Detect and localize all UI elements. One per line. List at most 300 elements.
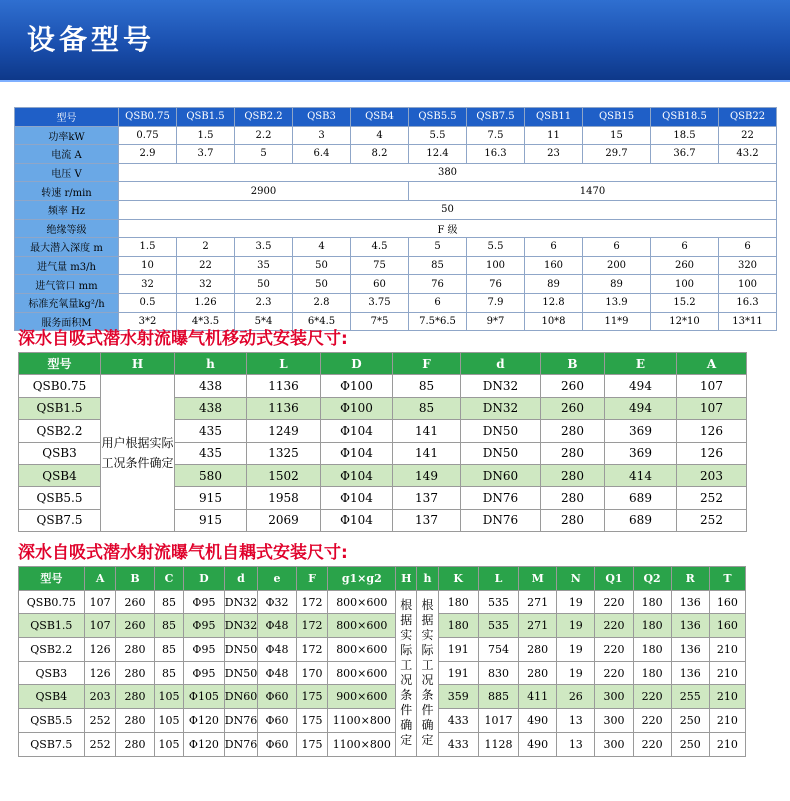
spec-cell: 43.2: [719, 145, 777, 164]
coupling-cell: 280: [519, 661, 557, 685]
mobile-cell: Φ104: [321, 509, 393, 531]
coupling-cell: 85: [154, 638, 184, 662]
spec-row-air_volume: [15, 256, 777, 275]
coupling-cell: 85: [154, 661, 184, 685]
coupling-cell: 105: [154, 685, 184, 709]
spec-cell: 4: [293, 238, 351, 257]
coupling-header-cell: g1×g2: [328, 567, 396, 591]
spec-cell: 6: [525, 238, 583, 257]
coupling-cell: 180: [633, 590, 671, 614]
coupling-cell: Φ48: [258, 614, 296, 638]
mobile-cell: 280: [541, 509, 605, 531]
coupling-cell: 172: [296, 614, 328, 638]
mobile-header-cell: F: [393, 353, 461, 375]
coupling-cell: 136: [671, 638, 709, 662]
coupling-cell: Φ120: [184, 732, 224, 756]
spec-row-label: 功率kW: [15, 126, 119, 145]
coupling-cell: 107: [84, 590, 116, 614]
mobile-header-cell: h: [175, 353, 247, 375]
spec-row-current: [15, 145, 777, 164]
spec-header-model: QSB22: [719, 108, 777, 127]
spec-cell: 380: [119, 163, 777, 182]
spec-cell: 2900: [119, 182, 409, 201]
coupling-cell: 220: [633, 732, 671, 756]
spec-cell: 200: [583, 256, 651, 275]
spec-row-label: 绝缘等级: [15, 219, 119, 238]
spec-cell: 2: [177, 238, 235, 257]
coupling-cell: 1100×800: [328, 709, 396, 733]
mobile-model-cell: QSB5.5: [19, 487, 101, 509]
coupling-cell: 885: [478, 685, 518, 709]
coupling-header-cell: H: [396, 567, 417, 591]
coupling-cell: Φ105: [184, 685, 224, 709]
mobile-cell: 438: [175, 375, 247, 397]
spec-cell: 35: [235, 256, 293, 275]
mobile-cell: 915: [175, 509, 247, 531]
spec-cell: 3.5: [235, 238, 293, 257]
spec-cell: 1.26: [177, 293, 235, 312]
spec-row-label: 电压 V: [15, 163, 119, 182]
coupling-header-cell: e: [258, 567, 296, 591]
coupling-cell: 359: [438, 685, 478, 709]
coupling-header-cell: R: [671, 567, 709, 591]
coupling-cell: 19: [557, 661, 595, 685]
coupling-row: [19, 638, 746, 662]
coupling-cell: 754: [478, 638, 518, 662]
coupling-cell: Φ95: [184, 614, 224, 638]
coupling-cell: 800×600: [328, 614, 396, 638]
coupling-cell: 175: [296, 732, 328, 756]
coupling-cell: 490: [519, 709, 557, 733]
mobile-model-cell: QSB4: [19, 464, 101, 486]
coupling-cell: 260: [116, 614, 154, 638]
spec-cell: 16.3: [719, 293, 777, 312]
mobile-cell: 137: [393, 487, 461, 509]
spec-cell: 5*4: [235, 312, 293, 331]
spec-cell: 15: [583, 126, 651, 145]
spec-cell: 6: [651, 238, 719, 257]
spec-cell: 0.75: [119, 126, 177, 145]
coupling-cell: 220: [595, 614, 633, 638]
spec-cell: 3*2: [119, 312, 177, 331]
spec-cell: 7.5*6.5: [409, 312, 467, 331]
coupling-cell: Φ48: [258, 661, 296, 685]
mobile-cell: DN50: [461, 442, 541, 464]
spec-cell: 1.5: [119, 238, 177, 257]
coupling-cell: DN50: [224, 638, 258, 662]
spec-cell: 100: [719, 275, 777, 294]
coupling-cell: 191: [438, 638, 478, 662]
mobile-cell: 1136: [247, 397, 321, 419]
coupling-cell: 172: [296, 590, 328, 614]
spec-cell: 6: [409, 293, 467, 312]
coupling-note-H: 根据实际工况条件确定: [396, 590, 417, 756]
coupling-cell: 136: [671, 614, 709, 638]
coupling-cell: 252: [84, 732, 116, 756]
mobile-cell: 141: [393, 420, 461, 442]
spec-header-model: QSB2.2: [235, 108, 293, 127]
spec-cell: 11: [525, 126, 583, 145]
spec-cell: 0.5: [119, 293, 177, 312]
mobile-header-row: [19, 353, 747, 375]
spec-cell: F 级: [119, 219, 777, 238]
coupling-note-h: 根据实际工况条件确定: [417, 590, 438, 756]
mobile-cell: 494: [605, 397, 677, 419]
coupling-cell: 105: [154, 709, 184, 733]
spec-cell: 260: [651, 256, 719, 275]
spec-cell: 50: [119, 200, 777, 219]
coupling-cell: 280: [116, 638, 154, 662]
spec-row-oxygen: [15, 293, 777, 312]
banner-divider: [0, 80, 790, 82]
mobile-cell: Φ104: [321, 420, 393, 442]
coupling-cell: DN50: [224, 661, 258, 685]
coupling-cell: DN76: [224, 709, 258, 733]
coupling-header-cell: d: [224, 567, 258, 591]
coupling-cell: 252: [84, 709, 116, 733]
spec-cell: 60: [351, 275, 409, 294]
mobile-cell: 689: [605, 487, 677, 509]
spec-header-model: QSB0.75: [119, 108, 177, 127]
coupling-cell: 250: [671, 709, 709, 733]
coupling-cell: 280: [116, 685, 154, 709]
mobile-cell: 85: [393, 375, 461, 397]
coupling-header-cell: K: [438, 567, 478, 591]
spec-cell: 85: [409, 256, 467, 275]
coupling-cell: Φ95: [184, 638, 224, 662]
spec-cell: 12.8: [525, 293, 583, 312]
coupling-cell: 160: [709, 614, 745, 638]
coupling-header-cell: Q1: [595, 567, 633, 591]
mobile-cell: 137: [393, 509, 461, 531]
coupling-cell: 107: [84, 614, 116, 638]
coupling-cell: 535: [478, 590, 518, 614]
mobile-cell: DN76: [461, 487, 541, 509]
mobile-cell: 203: [677, 464, 747, 486]
spec-cell: 2.9: [119, 145, 177, 164]
spec-cell: 9*7: [467, 312, 525, 331]
spec-cell: 7.9: [467, 293, 525, 312]
mobile-cell: 280: [541, 442, 605, 464]
spec-header-model: QSB1.5: [177, 108, 235, 127]
mobile-cell: 580: [175, 464, 247, 486]
coupling-cell: 830: [478, 661, 518, 685]
coupling-cell: 210: [709, 685, 745, 709]
coupling-cell: 255: [671, 685, 709, 709]
coupling-cell: 210: [709, 709, 745, 733]
coupling-row: [19, 709, 746, 733]
spec-cell: 2.8: [293, 293, 351, 312]
mobile-header-cell: d: [461, 353, 541, 375]
spec-cell: 4: [351, 126, 409, 145]
spec-cell: 1.5: [177, 126, 235, 145]
coupling-cell: 411: [519, 685, 557, 709]
coupling-cell: 170: [296, 661, 328, 685]
mobile-cell: 280: [541, 464, 605, 486]
spec-header-model: QSB4: [351, 108, 409, 127]
coupling-cell: 800×600: [328, 661, 396, 685]
mobile-cell: 438: [175, 397, 247, 419]
coupling-header-cell: C: [154, 567, 184, 591]
spec-header-label: 型号: [15, 108, 119, 127]
coupling-cell: 172: [296, 638, 328, 662]
coupling-cell: 126: [84, 638, 116, 662]
spec-cell: 76: [409, 275, 467, 294]
spec-cell: 13*11: [719, 312, 777, 331]
spec-header-model: QSB7.5: [467, 108, 525, 127]
spec-cell: 3: [293, 126, 351, 145]
spec-cell: 36.7: [651, 145, 719, 164]
coupling-cell: QSB5.5: [19, 709, 85, 733]
coupling-cell: 19: [557, 590, 595, 614]
coupling-cell: 180: [633, 638, 671, 662]
coupling-cell: 280: [116, 732, 154, 756]
coupling-row: [19, 661, 746, 685]
mobile-cell: 141: [393, 442, 461, 464]
coupling-cell: 280: [519, 638, 557, 662]
coupling-cell: 13: [557, 709, 595, 733]
coupling-cell: 433: [438, 709, 478, 733]
spec-header-model: QSB3: [293, 108, 351, 127]
spec-cell: 50: [293, 256, 351, 275]
mobile-cell: 260: [541, 397, 605, 419]
coupling-cell: DN32: [224, 614, 258, 638]
header-banner: [0, 0, 790, 82]
coupling-cell: 13: [557, 732, 595, 756]
coupling-cell: 85: [154, 590, 184, 614]
coupling-cell: 300: [595, 709, 633, 733]
coupling-cell: 1100×800: [328, 732, 396, 756]
spec-cell: 5: [235, 145, 293, 164]
mobile-header-cell: H: [101, 353, 175, 375]
spec-cell: 6*4.5: [293, 312, 351, 331]
spec-row-label: 标准充氧量kg²/h: [15, 293, 119, 312]
mobile-cell: 1502: [247, 464, 321, 486]
spec-cell: 7*5: [351, 312, 409, 331]
coupling-cell: 210: [709, 661, 745, 685]
coupling-header-cell: L: [478, 567, 518, 591]
mobile-cell: 107: [677, 397, 747, 419]
coupling-cell: 105: [154, 732, 184, 756]
coupling-header-cell: h: [417, 567, 438, 591]
coupling-cell: 175: [296, 685, 328, 709]
mobile-install-title: 深水自吸式潜水射流曝气机移动式安装尺寸:: [18, 329, 348, 349]
coupling-cell: 300: [595, 685, 633, 709]
mobile-cell: Φ100: [321, 397, 393, 419]
mobile-model-cell: QSB0.75: [19, 375, 101, 397]
spec-cell: 1470: [409, 182, 777, 201]
mobile-cell: Φ104: [321, 487, 393, 509]
spec-cell: 89: [525, 275, 583, 294]
spec-cell: 29.7: [583, 145, 651, 164]
spec-table: [14, 107, 777, 331]
mobile-model-cell: QSB1.5: [19, 397, 101, 419]
mobile-cell: Φ104: [321, 464, 393, 486]
mobile-header-cell: 型号: [19, 353, 101, 375]
banner-title: 设备型号: [27, 23, 156, 56]
mobile-install-table: [18, 352, 747, 532]
coupling-cell: QSB1.5: [19, 614, 85, 638]
spec-cell: 23: [525, 145, 583, 164]
coupling-cell: 220: [595, 590, 633, 614]
spec-row-label: 频率 Hz: [15, 200, 119, 219]
mobile-cell: 915: [175, 487, 247, 509]
coupling-cell: 800×600: [328, 590, 396, 614]
spec-row-label: 进气量 m3/h: [15, 256, 119, 275]
mobile-cell: 1958: [247, 487, 321, 509]
spec-cell: 12*10: [651, 312, 719, 331]
spec-cell: 22: [177, 256, 235, 275]
mobile-cell: Φ100: [321, 375, 393, 397]
mobile-cell: 1249: [247, 420, 321, 442]
spec-cell: 6: [583, 238, 651, 257]
mobile-cell: 435: [175, 420, 247, 442]
spec-row-label: 转速 r/min: [15, 182, 119, 201]
coupling-cell: 271: [519, 614, 557, 638]
coupling-header-cell: A: [84, 567, 116, 591]
spec-cell: 2.2: [235, 126, 293, 145]
mobile-cell: DN76: [461, 509, 541, 531]
mobile-cell: 280: [541, 487, 605, 509]
spec-header-model: QSB15: [583, 108, 651, 127]
coupling-cell: Φ60: [258, 709, 296, 733]
mobile-cell: 260: [541, 375, 605, 397]
spec-cell: 5.5: [467, 238, 525, 257]
coupling-cell: DN76: [224, 732, 258, 756]
spec-cell: 6.4: [293, 145, 351, 164]
spec-header-model: QSB18.5: [651, 108, 719, 127]
mobile-cell: Φ104: [321, 442, 393, 464]
spec-cell: 50: [235, 275, 293, 294]
coupling-cell: QSB2.2: [19, 638, 85, 662]
coupling-cell: 210: [709, 638, 745, 662]
spec-cell: 100: [467, 256, 525, 275]
spec-cell: 100: [651, 275, 719, 294]
mobile-cell: 107: [677, 375, 747, 397]
spec-cell: 4*3.5: [177, 312, 235, 331]
coupling-header-cell: N: [557, 567, 595, 591]
mobile-cell: 689: [605, 509, 677, 531]
mobile-cell: 414: [605, 464, 677, 486]
coupling-cell: 85: [154, 614, 184, 638]
coupling-header-cell: Q2: [633, 567, 671, 591]
mobile-cell: DN60: [461, 464, 541, 486]
spec-cell: 3.75: [351, 293, 409, 312]
spec-row-label: 最大潜入深度 m: [15, 238, 119, 257]
spec-cell: 2.3: [235, 293, 293, 312]
coupling-cell: 260: [116, 590, 154, 614]
mobile-header-cell: D: [321, 353, 393, 375]
coupling-header-cell: 型号: [19, 567, 85, 591]
mobile-cell: 369: [605, 420, 677, 442]
mobile-cell: 252: [677, 487, 747, 509]
spec-header-model: QSB11: [525, 108, 583, 127]
mobile-cell: 1325: [247, 442, 321, 464]
coupling-cell: 19: [557, 638, 595, 662]
mobile-row: [19, 375, 747, 397]
spec-cell: 5: [409, 238, 467, 257]
mobile-header-cell: A: [677, 353, 747, 375]
coupling-cell: 900×600: [328, 685, 396, 709]
spec-cell: 320: [719, 256, 777, 275]
spec-cell: 89: [583, 275, 651, 294]
spec-cell: 18.5: [651, 126, 719, 145]
spec-row-insulation: [15, 219, 777, 238]
mobile-model-cell: QSB7.5: [19, 509, 101, 531]
mobile-header-cell: E: [605, 353, 677, 375]
mobile-model-cell: QSB3: [19, 442, 101, 464]
mobile-header-cell: L: [247, 353, 321, 375]
coupling-cell: Φ120: [184, 709, 224, 733]
coupling-cell: 300: [595, 732, 633, 756]
mobile-cell: DN32: [461, 397, 541, 419]
spec-row-label: 电流 A: [15, 145, 119, 164]
coupling-cell: Φ95: [184, 590, 224, 614]
coupling-cell: 271: [519, 590, 557, 614]
coupling-header-row: [19, 567, 746, 591]
spec-row-depth: [15, 238, 777, 257]
coupling-row: [19, 685, 746, 709]
coupling-install-title: 深水自吸式潜水射流曝气机自耦式安装尺寸:: [18, 543, 348, 563]
spec-cell: 8.2: [351, 145, 409, 164]
coupling-cell: QSB3: [19, 661, 85, 685]
mobile-cell: 126: [677, 442, 747, 464]
mobile-cell: DN50: [461, 420, 541, 442]
coupling-cell: Φ60: [258, 685, 296, 709]
spec-cell: 76: [467, 275, 525, 294]
coupling-cell: 180: [438, 614, 478, 638]
mobile-cell: 85: [393, 397, 461, 419]
spec-cell: 6: [719, 238, 777, 257]
coupling-cell: 26: [557, 685, 595, 709]
coupling-cell: DN60: [224, 685, 258, 709]
mobile-header-cell: B: [541, 353, 605, 375]
coupling-cell: 220: [633, 709, 671, 733]
coupling-cell: 1017: [478, 709, 518, 733]
coupling-cell: QSB4: [19, 685, 85, 709]
spec-cell: 10*8: [525, 312, 583, 331]
coupling-cell: 191: [438, 661, 478, 685]
coupling-cell: 136: [671, 590, 709, 614]
coupling-cell: 220: [595, 638, 633, 662]
mobile-cell: 2069: [247, 509, 321, 531]
coupling-cell: 220: [595, 661, 633, 685]
coupling-install-table: [18, 566, 746, 757]
spec-row-frequency: [15, 200, 777, 219]
coupling-cell: 180: [633, 614, 671, 638]
mobile-model-cell: QSB2.2: [19, 420, 101, 442]
spec-cell: 75: [351, 256, 409, 275]
coupling-row: [19, 614, 746, 638]
coupling-header-cell: T: [709, 567, 745, 591]
coupling-header-cell: F: [296, 567, 328, 591]
mobile-cell: 435: [175, 442, 247, 464]
mobile-cell: 252: [677, 509, 747, 531]
spec-row-label: 服务面积M: [15, 312, 119, 331]
coupling-cell: 175: [296, 709, 328, 733]
mobile-cell: 494: [605, 375, 677, 397]
spec-cell: 4.5: [351, 238, 409, 257]
spec-row-power: [15, 126, 777, 145]
coupling-cell: 19: [557, 614, 595, 638]
coupling-header-cell: D: [184, 567, 224, 591]
spec-cell: 32: [177, 275, 235, 294]
spec-row-voltage: [15, 163, 777, 182]
spec-header-row: [15, 108, 777, 127]
mobile-cell: 280: [541, 420, 605, 442]
coupling-cell: Φ95: [184, 661, 224, 685]
coupling-cell: QSB0.75: [19, 590, 85, 614]
